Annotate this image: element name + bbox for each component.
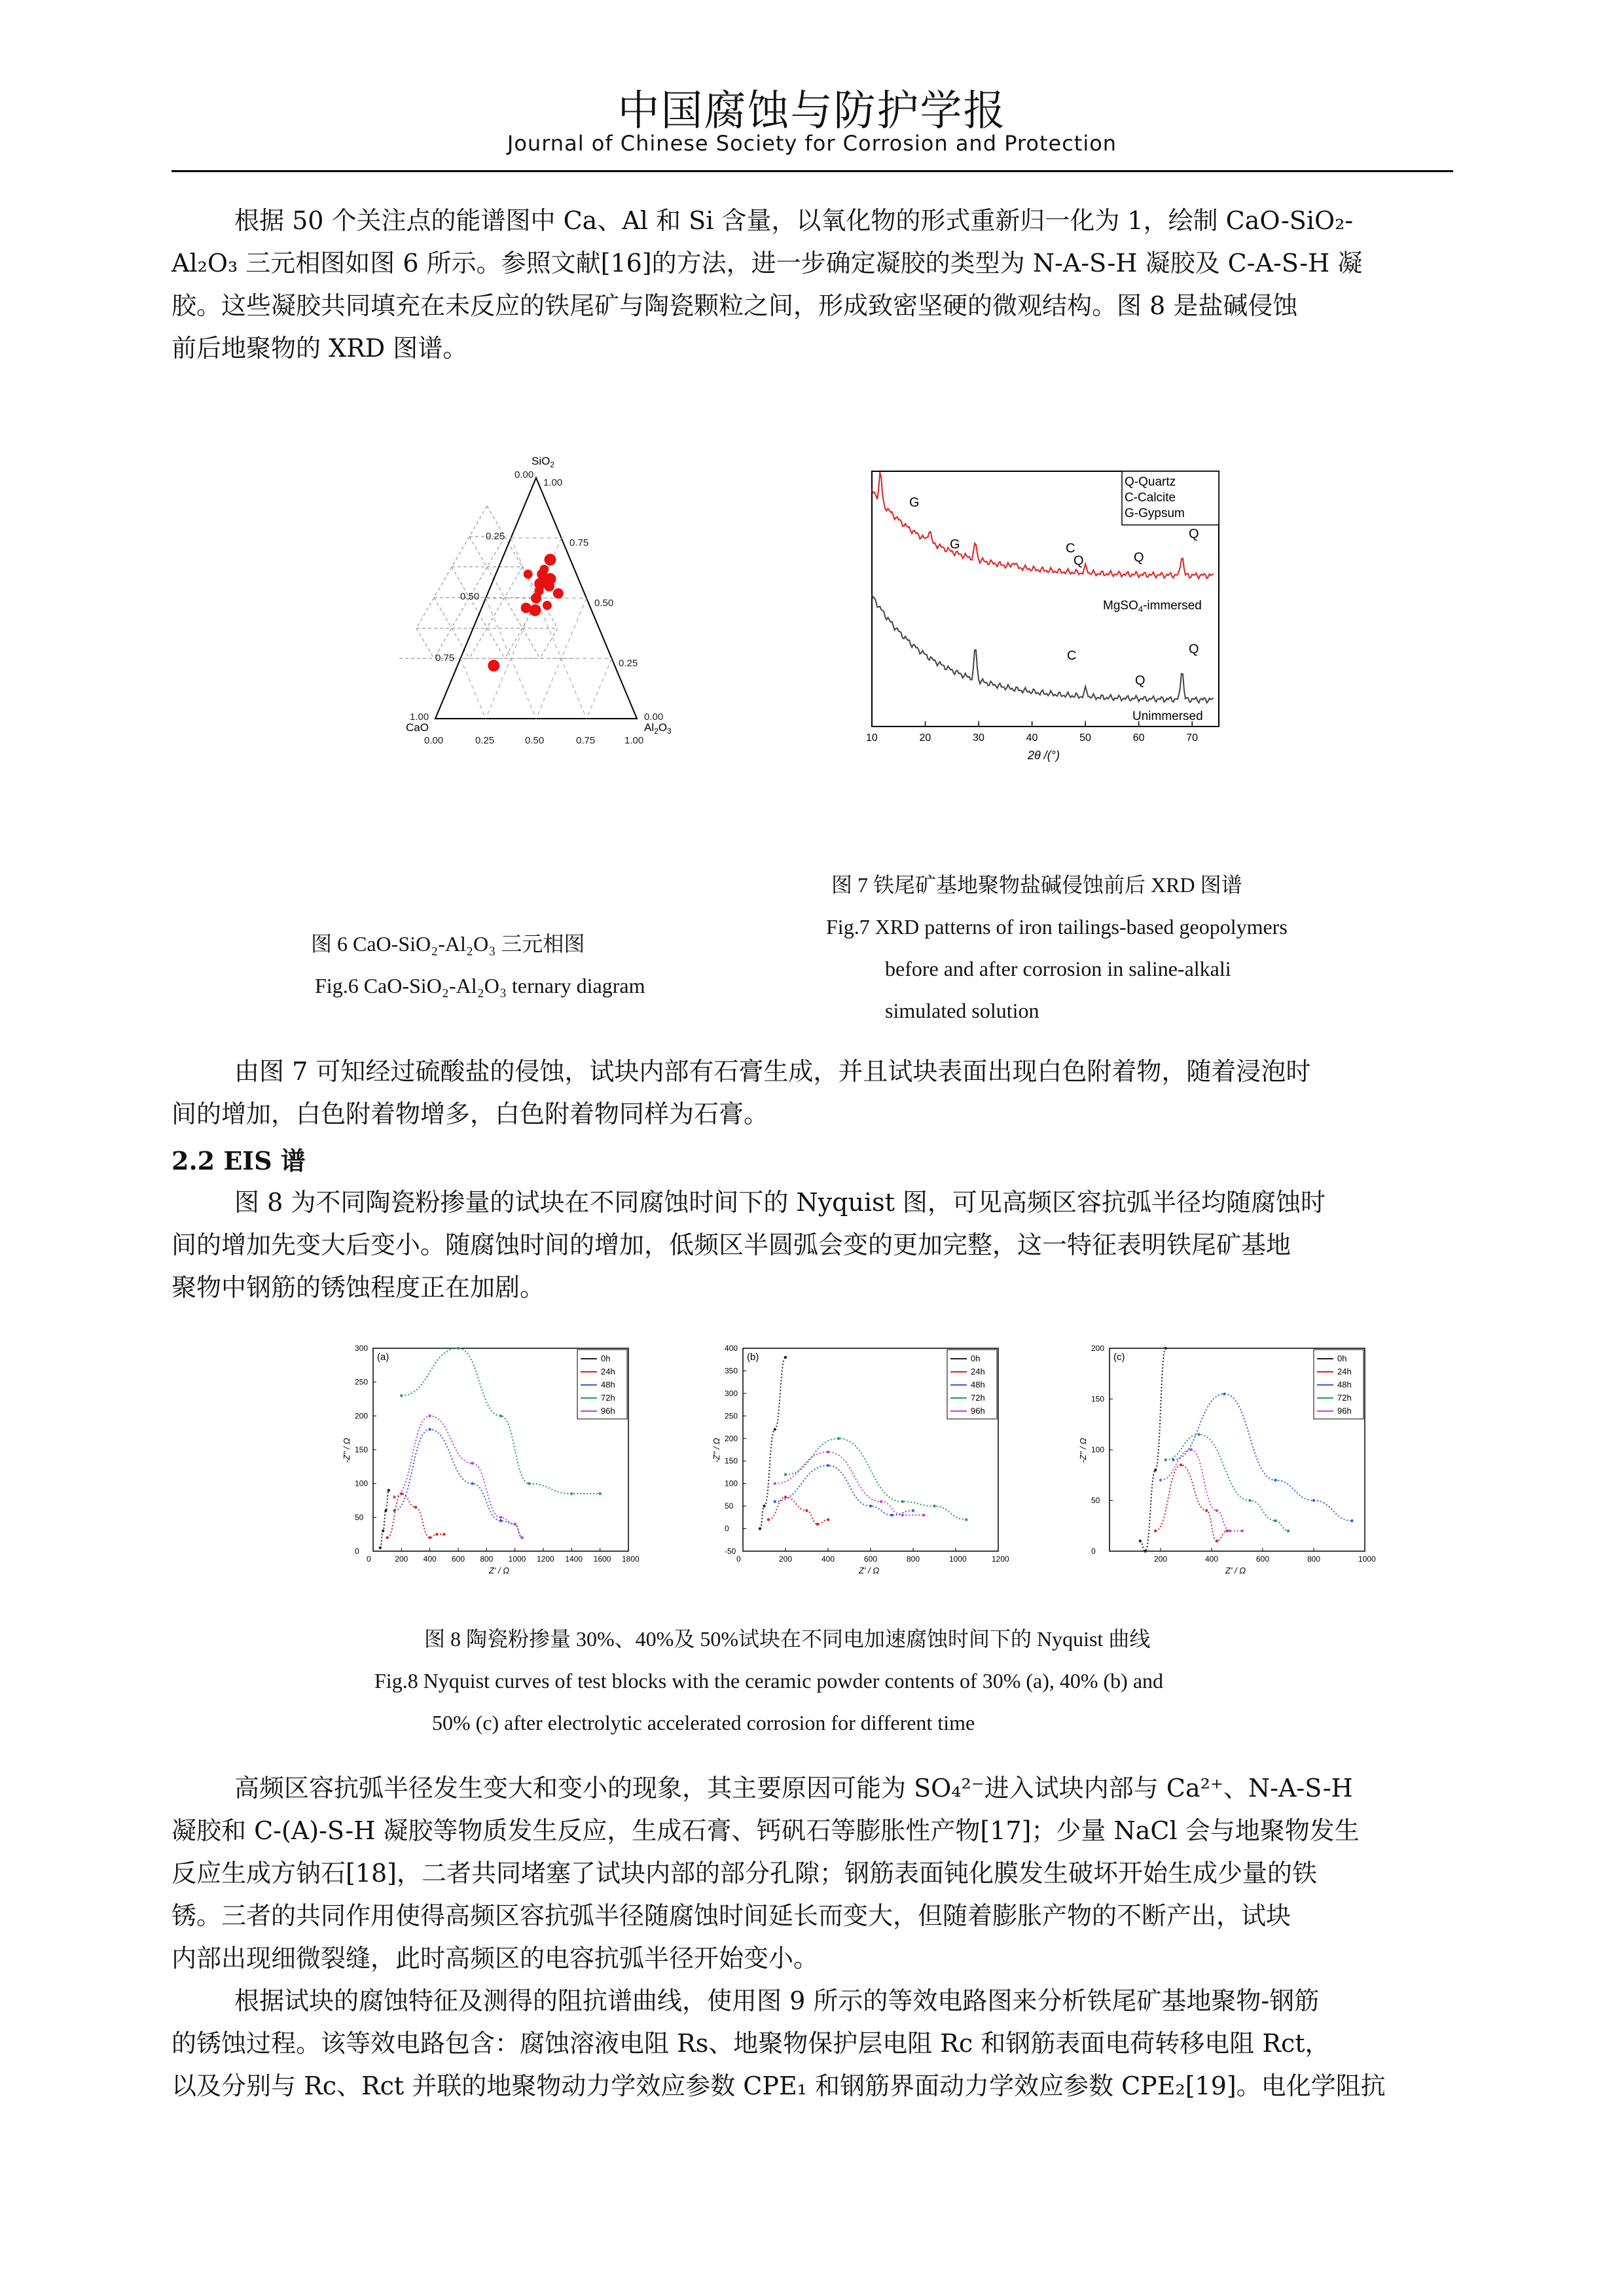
data-point — [598, 1492, 601, 1495]
y-tick-label: 200 — [725, 1433, 738, 1443]
data-point — [869, 1505, 872, 1507]
data-point — [1154, 1469, 1157, 1471]
data-point — [912, 1509, 914, 1512]
data-point — [400, 1394, 403, 1397]
y-tick-label: 200 — [1091, 1344, 1105, 1353]
data-point — [774, 1500, 776, 1503]
fig6-caption-en: Fig.6 CaO-SiO₂-Al₂O₃ ternary diagram — [315, 974, 645, 997]
legend-label: 72h — [971, 1393, 985, 1403]
axis-label-sio2: SiO$_2$ — [532, 455, 555, 469]
text-line: 的锈蚀过程。该等效电路包含：腐蚀溶液电阻 Rs、地聚物保护层电阻 Rc 和钢筋表面电荷转移电阻 Rct， — [171, 2029, 1330, 2058]
y-tick-label: 300 — [725, 1388, 738, 1398]
x-tick-label: 800 — [907, 1554, 920, 1564]
data-point — [570, 1492, 573, 1495]
fig8-caption-en-1: Fig.8 Nyquist curves of test blocks with the ceramic powder contents of 30% (a), 40% (b) and — [374, 1669, 1164, 1693]
axis-label-al2o3: $Al_2O_3$ — [644, 721, 672, 736]
y-tick-label: 50 — [1091, 1496, 1100, 1505]
journal-title-en: Journal of Chinese Society for Corrosion and Protection — [507, 131, 1117, 156]
data-point — [827, 1450, 829, 1453]
x-tick-label: 600 — [1256, 1554, 1270, 1564]
data-point — [1205, 1509, 1208, 1512]
tick-label: 0.25 — [619, 658, 638, 669]
journal-title-cn: 中国腐蚀与防护学报 — [617, 87, 1007, 135]
data-point — [827, 1464, 829, 1467]
data-point — [774, 1482, 776, 1484]
data-point — [965, 1518, 967, 1521]
y-tick-label: 0 — [1091, 1547, 1096, 1556]
text-line: 反应生成方钠石[18]，二者共同堵塞了试块内部的部分孔隙；钢筋表面钝化膜发生破坏开始生成少量的铁 — [171, 1859, 1318, 1888]
nyquist-chart-a — [340, 1335, 641, 1577]
data-point — [1139, 1539, 1142, 1542]
y-tick-label: 400 — [725, 1344, 738, 1353]
data-point — [767, 1518, 770, 1521]
xrd-tick-label: 50 — [1079, 732, 1091, 744]
peak-label-c: C — [1066, 541, 1075, 556]
legend-label: 72h — [1337, 1393, 1352, 1403]
tick-label: 0.25 — [486, 531, 505, 542]
text-line: 前后地聚物的 XRD 图谱。 — [171, 334, 468, 363]
data-point — [382, 1530, 384, 1532]
x-tick-label: 600 — [864, 1554, 878, 1564]
peak-label-q: Q — [1074, 554, 1084, 568]
data-point — [1223, 1393, 1225, 1395]
data-point — [880, 1500, 882, 1503]
data-point — [933, 1505, 935, 1507]
data-point — [428, 1536, 431, 1539]
xrd-tick-label: 20 — [919, 732, 931, 744]
data-point — [428, 1414, 431, 1417]
data-point — [837, 1437, 840, 1440]
legend-label: 48h — [1337, 1380, 1352, 1390]
ternary-diagram — [386, 445, 766, 772]
text-line: 图 8 为不同陶瓷粉掺量的试块在不同腐蚀时间下的 Nyquist 图，可见高频区容抗弧半径均随腐蚀时 — [234, 1188, 1326, 1217]
data-point — [759, 1527, 761, 1530]
data-point — [1287, 1530, 1290, 1532]
fig8-caption-cn: 图 8 陶瓷粉掺量 30%、40%及 50%试块在不同电加速腐蚀时间下的 Nyquist 曲线 — [424, 1627, 1151, 1651]
data-point — [1216, 1539, 1218, 1542]
y-tick-label: 300 — [355, 1344, 369, 1353]
ternary-point — [531, 593, 541, 603]
y-tick-label: 100 — [725, 1479, 738, 1488]
data-point — [1228, 1530, 1231, 1532]
data-point — [763, 1505, 765, 1507]
data-point — [1197, 1433, 1200, 1436]
text-line: 内部出现细微裂缝，此时高频区的电容抗弧半径开始变小。 — [171, 1944, 819, 1973]
panel-label: (b) — [747, 1352, 759, 1363]
text-line: 以及分别与 Rc、Rct 并联的地聚物动力学效应参数 CPE₁ 和钢筋界面动力学效应参数 CPE₂[19]。电化学阻抗 — [171, 2072, 1386, 2100]
text-line: 聚物中钢筋的锈蚀程度正在加剧。 — [171, 1273, 545, 1302]
paragraph-2 — [171, 1050, 1453, 1136]
xrd-chart — [864, 458, 1231, 766]
legend-label: 96h — [971, 1406, 985, 1416]
paragraph-4 — [171, 1767, 1453, 1980]
data-point — [816, 1522, 819, 1525]
peak-label-c: C — [1067, 649, 1077, 663]
x-tick-label: 1200 — [992, 1554, 1009, 1564]
x-tick-label: 600 — [452, 1554, 465, 1564]
y-tick-label: 0 — [355, 1547, 359, 1556]
y-tick-label: 350 — [725, 1366, 738, 1376]
x-tick-label: 800 — [1307, 1554, 1321, 1564]
data-point — [901, 1514, 904, 1516]
data-point — [457, 1347, 460, 1350]
header-rule — [171, 170, 1453, 172]
data-point — [1274, 1519, 1276, 1522]
x-tick-label: 1000 — [508, 1554, 526, 1564]
legend-label: 0h — [1337, 1354, 1347, 1363]
y-axis-label: -Z'' / Ω — [342, 1438, 352, 1463]
paragraph-1 — [171, 200, 1453, 370]
ternary-point — [488, 660, 499, 672]
tick-label: 0.00 — [514, 469, 534, 480]
tick-label: 0.50 — [594, 598, 614, 609]
y-tick-label: -50 — [725, 1547, 736, 1556]
y-tick-label: 100 — [355, 1479, 369, 1488]
peak-label-q: Q — [1134, 550, 1144, 565]
peak-label-q: Q — [1189, 642, 1199, 656]
nyquist-chart-b — [710, 1335, 1011, 1577]
fig6-caption-cn: 图 6 CaO-SiO₂-Al₂O₃ 三元相图 — [311, 932, 585, 956]
x-tick-label: 1000 — [1358, 1554, 1376, 1564]
data-point — [784, 1473, 787, 1476]
legend-label: 72h — [601, 1393, 615, 1403]
data-point — [513, 1522, 516, 1525]
x-tick-label: 1600 — [593, 1554, 611, 1564]
panel-label: (a) — [377, 1352, 389, 1363]
text-line: 高频区容抗弧半径发生变大和变小的现象，其主要原因可能为 SO₄²⁻进入试块内部与 Ca²⁺、N-A-S-H — [234, 1774, 1353, 1803]
data-point — [435, 1533, 438, 1535]
text-line: 根据 50 个关注点的能谱图中 Ca、Al 和 Si 含量，以氧化物的形式重新归一化为 1，绘制 CaO-SiO₂- — [234, 206, 1354, 235]
data-point — [1350, 1519, 1353, 1522]
data-point — [471, 1482, 473, 1484]
y-tick-label: 150 — [355, 1445, 369, 1454]
x-axis-label: Z' / Ω — [859, 1566, 880, 1575]
data-point — [1248, 1499, 1251, 1501]
y-tick-label: 250 — [355, 1377, 369, 1387]
fig7-caption-en-1: Fig.7 XRD patterns of iron tailings-based geopolymers — [826, 915, 1288, 939]
x-tick-label: 800 — [480, 1554, 494, 1564]
y-tick-label: 250 — [725, 1411, 738, 1421]
x-tick-label: 1400 — [565, 1554, 583, 1564]
x-tick-label: 200 — [779, 1554, 793, 1564]
section-heading: 2.2 EIS 谱 — [171, 1146, 306, 1175]
data-point — [1159, 1479, 1162, 1481]
data-point — [393, 1509, 395, 1512]
legend-label: 24h — [1337, 1367, 1352, 1376]
data-point — [384, 1509, 387, 1512]
legend-label: 0h — [601, 1354, 611, 1363]
x-tick-label: 200 — [1154, 1554, 1168, 1564]
paragraph-3 — [171, 1181, 1453, 1309]
data-point — [471, 1462, 473, 1464]
xrd-tick-label: 70 — [1186, 732, 1199, 744]
data-point — [784, 1496, 787, 1498]
paragraph-5 — [171, 1980, 1453, 2108]
y-tick-label: 200 — [355, 1411, 369, 1421]
data-point — [414, 1506, 417, 1509]
data-point — [499, 1516, 502, 1518]
ternary-point — [524, 569, 533, 579]
panel-label: (c) — [1113, 1352, 1125, 1363]
tick-label: 0.25 — [475, 735, 495, 746]
data-point — [1180, 1463, 1182, 1466]
peak-label-g: G — [950, 537, 960, 552]
nyquist-chart-c — [1077, 1335, 1378, 1577]
peak-label-q: Q — [1135, 673, 1146, 688]
data-point — [805, 1509, 808, 1512]
tick-label: 0.50 — [525, 735, 545, 746]
data-point — [442, 1533, 445, 1535]
text-line: Al₂O₃ 三元相图如图 6 所示。参照文献[16]的方法，进一步确定凝胶的类型为 N-A-S-H 凝胶及 C-A-S-H 凝 — [171, 249, 1363, 278]
x-tick-label: 0 — [367, 1554, 371, 1564]
data-point — [784, 1356, 787, 1359]
xrd-series-label-mgso4: MgSO$_4$-immersed — [1103, 599, 1202, 614]
data-point — [774, 1428, 776, 1431]
text-line: 根据试块的腐蚀特征及测得的阻抗谱曲线，使用图 9 所示的等效电路图来分析铁尾矿基地聚物-钢筋 — [234, 1986, 1320, 2015]
ternary-point — [545, 554, 556, 565]
legend-label: 24h — [601, 1367, 615, 1376]
legend-label: 96h — [601, 1406, 615, 1416]
text-line: 锈。三者的共同作用使得高频区容抗弧半径随腐蚀时间延长而变大，但随着膨胀产物的不断产出，试块 — [171, 1901, 1291, 1930]
data-point — [1216, 1509, 1218, 1512]
data-point — [428, 1428, 431, 1431]
x-tick-label: 0 — [736, 1554, 741, 1564]
data-point — [890, 1514, 893, 1516]
x-tick-label: 400 — [423, 1554, 437, 1564]
data-point — [827, 1518, 829, 1521]
data-point — [1144, 1550, 1146, 1552]
y-axis-label: -Z'' / Ω — [1078, 1438, 1088, 1463]
data-point — [1190, 1448, 1193, 1451]
tick-label: 0.00 — [424, 735, 444, 746]
data-point — [499, 1519, 502, 1522]
x-axis-label: Z' / Ω — [1225, 1566, 1246, 1575]
xrd-x-label: 2θ /(°) — [1028, 749, 1060, 762]
xrd-tick-label: 40 — [1026, 732, 1038, 744]
data-point — [922, 1514, 925, 1516]
tick-label: 0.75 — [576, 735, 596, 746]
tick-label: 1.00 — [543, 477, 563, 488]
xrd-legend-item: Q-Quartz — [1125, 475, 1176, 489]
text-line: 间的增加先变大后变小。随腐蚀时间的增加，低频区半圆弧会变的更加完整，这一特征表明铁尾矿基地 — [171, 1230, 1291, 1259]
data-point — [379, 1547, 382, 1549]
xrd-legend-item: C-Calcite — [1125, 491, 1176, 505]
x-tick-label: 400 — [821, 1554, 835, 1564]
data-point — [1164, 1458, 1167, 1461]
data-point — [528, 1482, 530, 1484]
y-axis-label: -Z'' / Ω — [712, 1438, 721, 1463]
x-tick-label: 1200 — [537, 1554, 554, 1564]
y-tick-label: 50 — [725, 1501, 734, 1511]
y-tick-label: 0 — [725, 1524, 729, 1534]
y-tick-label: 150 — [1091, 1394, 1105, 1404]
peak-label-g: G — [909, 495, 920, 510]
legend-label: 24h — [971, 1367, 985, 1376]
ternary-point — [521, 603, 532, 613]
legend-label: 0h — [971, 1354, 981, 1363]
data-point — [1154, 1530, 1157, 1532]
data-point — [520, 1536, 523, 1539]
xrd-tick-label: 10 — [866, 732, 878, 744]
legend-label: 48h — [971, 1380, 985, 1390]
xrd-series-label-unimmersed: Unimmersed — [1132, 709, 1203, 723]
tick-label: 0.75 — [569, 537, 589, 548]
fig7-caption-cn: 图 7 铁尾矿基地聚物盐碱侵蚀前后 XRD 图谱 — [831, 873, 1242, 897]
tick-label: 1.00 — [624, 735, 644, 746]
legend-label: 96h — [1337, 1406, 1352, 1416]
text-line: 由图 7 可知经过硫酸盐的侵蚀，试块内部有石膏生成，并且试块表面出现白色附着物，随着浸泡时 — [234, 1057, 1311, 1086]
x-tick-label: 400 — [1205, 1554, 1219, 1564]
y-tick-label: 150 — [725, 1456, 738, 1466]
data-point — [388, 1489, 390, 1492]
data-point — [393, 1496, 395, 1498]
text-line: 间的增加，白色附着物增多，白色附着物同样为石膏。 — [171, 1100, 769, 1128]
text-line: 凝胶和 C-(A)-S-H 凝胶等物质发生反应，生成石膏、钙矾石等膨胀性产物[17]；少量 NaCl 会与地聚物发生 — [171, 1816, 1360, 1845]
data-point — [1164, 1347, 1167, 1350]
fig8-caption-en-2: 50% (c) after electrolytic accelerated corrosion for different time — [432, 1711, 975, 1734]
xrd-tick-label: 60 — [1132, 732, 1145, 744]
x-tick-label: 1800 — [622, 1554, 640, 1564]
text-line: 胶。这些凝胶共同填充在未反应的铁尾矿与陶瓷颗粒之间，形成致密坚硬的微观结构。图 8 是盐碱侵蚀 — [171, 291, 1298, 320]
data-point — [1241, 1530, 1244, 1532]
tick-label: 0.50 — [460, 591, 480, 602]
legend-label: 48h — [601, 1380, 615, 1390]
y-tick-label: 100 — [1091, 1445, 1105, 1454]
tick-label: 0.75 — [435, 653, 455, 664]
data-point — [499, 1414, 502, 1417]
ternary-points — [488, 554, 564, 672]
x-axis-label: Z' / Ω — [489, 1566, 510, 1575]
y-tick-label: 50 — [355, 1513, 364, 1522]
tick-label: 0.00 — [644, 711, 664, 723]
data-point — [386, 1536, 388, 1539]
x-tick-label: 1000 — [949, 1554, 967, 1564]
axis-label-cao: CaO — [406, 721, 429, 734]
fig7-caption-en-3: simulated solution — [885, 999, 1039, 1022]
ternary-point — [543, 601, 552, 610]
tick-label: 1.00 — [410, 711, 429, 723]
x-tick-label: 200 — [395, 1554, 408, 1564]
data-point — [901, 1500, 904, 1503]
fig7-caption-en-2: before and after corrosion in saline-alkali — [885, 957, 1231, 980]
peak-label-q: Q — [1189, 527, 1199, 541]
xrd-legend-item: G-Gypsum — [1125, 507, 1185, 520]
ternary-point — [553, 588, 564, 599]
ternary-point — [529, 604, 541, 616]
xrd-tick-label: 30 — [973, 732, 984, 744]
data-point — [1274, 1479, 1276, 1481]
data-point — [1312, 1499, 1315, 1501]
